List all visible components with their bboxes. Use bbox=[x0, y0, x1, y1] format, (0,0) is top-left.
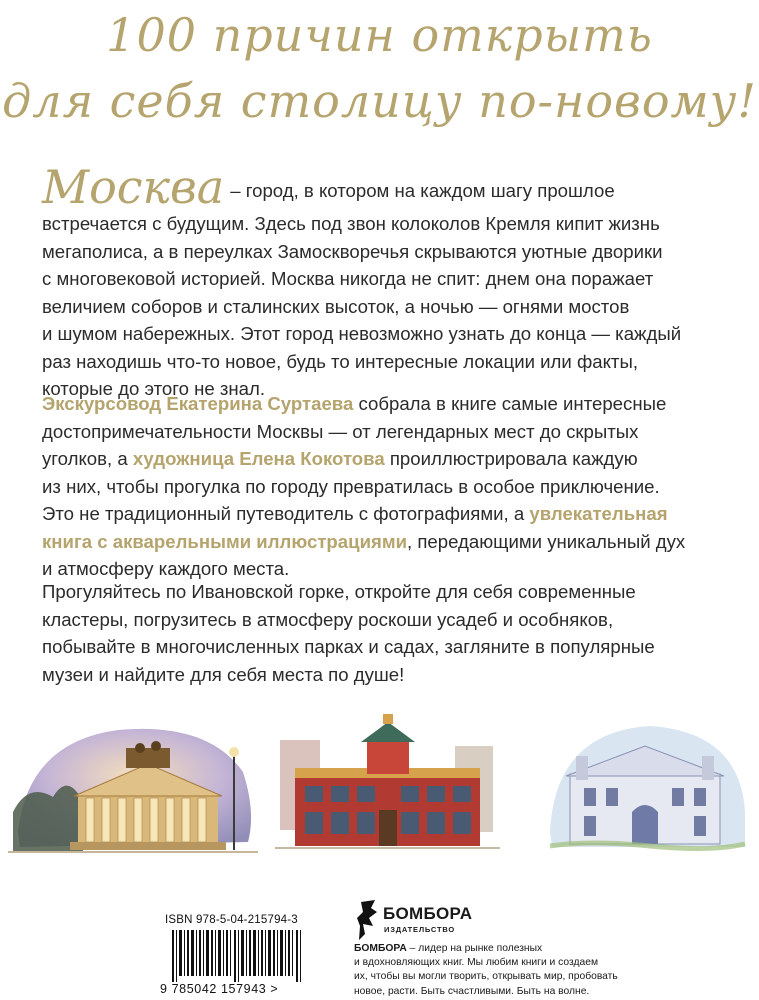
headline-line-2: для себя столицу по-новому! bbox=[2, 74, 757, 128]
author-credit: Экскурсовод Екатерина Суртаева bbox=[42, 393, 354, 414]
intro-line: с многовековой историей. Москва никогда не спит: днем она поражает bbox=[42, 268, 654, 289]
mansion-icon bbox=[540, 712, 752, 862]
intro-line: раз находишь что-то новое, будь то интересные локации или факты, bbox=[42, 350, 638, 372]
intro-paragraph bbox=[42, 160, 732, 403]
about-line: уголков, а художница Елена Кокотова проиллюстрировала каждую bbox=[42, 448, 638, 469]
barcode-digits: 9 785042 157943 > bbox=[160, 982, 279, 996]
about-line: Экскурсовод Екатерина Суртаева собрала в книге самые интересные bbox=[42, 393, 667, 414]
lead-word: Москва bbox=[42, 160, 225, 214]
illustrator-credit: художница Елена Кокотова bbox=[132, 448, 385, 469]
intro-line: мегаполиса, а в переулках Замоскворечья скрываются уютные дворики bbox=[42, 240, 663, 262]
barcode-icon bbox=[172, 930, 312, 982]
walk-line: побывайте в многочисленных парках и садах, загляните в популярные bbox=[42, 636, 655, 657]
publisher-name: БОМБОРА bbox=[383, 904, 473, 923]
isbn-text: ISBN 978-5-04-215794-3 bbox=[165, 914, 298, 926]
headline-line-1: 100 причин открыть bbox=[106, 8, 653, 62]
about-line: книга с акварельными иллюстрациями, передающими уникальный дух bbox=[42, 530, 686, 552]
walk-line: музеи и найдите для себя места по душе! bbox=[42, 663, 405, 685]
bolshoi-theatre-icon bbox=[8, 712, 258, 862]
publisher-description: БОМБОРА – лидер на рынке полезных и вдохновляющих книг. Мы любим книги и создаем их, чтобы вы могли творить, открывать мир, пробовать новое, расти. Быть счастливыми. Быть на волне. bbox=[354, 943, 618, 997]
about-line: и атмосферу каждого места. bbox=[42, 558, 290, 579]
intro-line: Москва – город, в котором на каждом шагу прошлое bbox=[42, 160, 615, 214]
about-line: Это не традиционный путеводитель с фотографиями, а увлекательная bbox=[42, 503, 668, 524]
publisher-subtitle: ИЗДАТЕЛЬСТВО bbox=[384, 925, 455, 934]
about-line: достопримечательности Москвы — от легендарных мест до скрытых bbox=[42, 420, 639, 442]
walk-line: Прогуляйтесь по Ивановской горке, откройте для себя современные bbox=[42, 581, 636, 602]
bombora-logo-icon bbox=[357, 898, 381, 942]
intro-line: встречается с будущим. Здесь под звон колоколов Кремля кипит жизнь bbox=[42, 213, 660, 234]
about-line: из них, чтобы прогулка по городу превратилась в особое приключение. bbox=[42, 475, 660, 497]
intro-line: и шумом набережных. Этот город невозможно узнать до конца — каждый bbox=[42, 323, 682, 344]
intro-line: величием соборов и сталинских высоток, а ночью — огнями мостов bbox=[42, 295, 630, 317]
tea-house-icon bbox=[275, 712, 500, 862]
walk-line: кластеры, погрузитесь в атмосферу роскоши усадеб и особняков, bbox=[42, 608, 614, 630]
walk-paragraph bbox=[42, 578, 732, 688]
intro-line: которые до этого не знал. bbox=[42, 378, 266, 399]
about-paragraph bbox=[42, 390, 732, 583]
